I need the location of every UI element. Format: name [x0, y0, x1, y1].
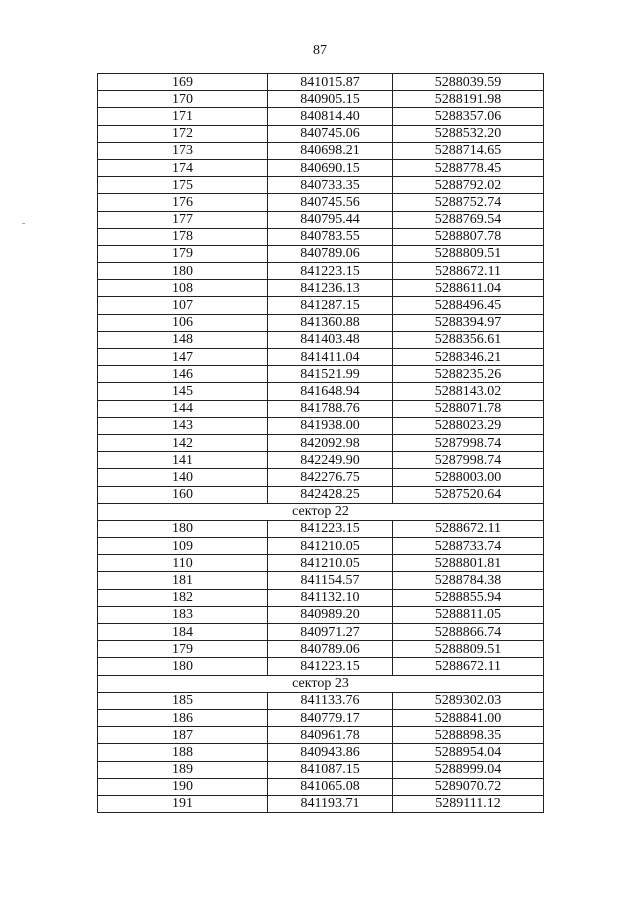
coordinates-table-body — [98, 74, 544, 813]
y-coordinate-cell: 5288611.04 — [393, 280, 544, 297]
table-row — [98, 142, 544, 159]
table-row — [98, 452, 544, 469]
y-coordinate-cell: 5288714.65 — [393, 142, 544, 159]
point-number-cell: 180 — [98, 263, 268, 280]
point-number-cell: 106 — [98, 314, 268, 331]
y-coordinate-cell: 5288023.29 — [393, 417, 544, 434]
x-coordinate-cell: 840690.15 — [268, 159, 393, 176]
table-row — [98, 108, 544, 125]
section-label: сектор 22 — [98, 503, 544, 520]
x-coordinate-cell: 840943.86 — [268, 744, 393, 761]
y-coordinate-cell: 5288792.02 — [393, 177, 544, 194]
point-number-cell: 143 — [98, 417, 268, 434]
x-coordinate-cell: 840789.06 — [268, 245, 393, 262]
table-row — [98, 555, 544, 572]
point-number-cell: 184 — [98, 624, 268, 641]
x-coordinate-cell: 841193.71 — [268, 795, 393, 812]
x-coordinate-cell: 841210.05 — [268, 538, 393, 555]
x-coordinate-cell: 840814.40 — [268, 108, 393, 125]
y-coordinate-cell: 5289302.03 — [393, 692, 544, 709]
x-coordinate-cell: 840745.06 — [268, 125, 393, 142]
table-row — [98, 228, 544, 245]
y-coordinate-cell: 5288733.74 — [393, 538, 544, 555]
point-number-cell: 185 — [98, 692, 268, 709]
point-number-cell: 176 — [98, 194, 268, 211]
table-row — [98, 761, 544, 778]
y-coordinate-cell: 5288841.00 — [393, 709, 544, 726]
y-coordinate-cell: 5288672.11 — [393, 658, 544, 675]
y-coordinate-cell: 5288809.51 — [393, 641, 544, 658]
y-coordinate-cell: 5288811.05 — [393, 606, 544, 623]
table-row — [98, 727, 544, 744]
x-coordinate-cell: 840733.35 — [268, 177, 393, 194]
table-row — [98, 331, 544, 348]
y-coordinate-cell: 5288801.81 — [393, 555, 544, 572]
point-number-cell: 187 — [98, 727, 268, 744]
section-label: сектор 23 — [98, 675, 544, 692]
section-header-row — [98, 675, 544, 692]
x-coordinate-cell: 842428.25 — [268, 486, 393, 503]
table-row — [98, 606, 544, 623]
point-number-cell: 189 — [98, 761, 268, 778]
table-row — [98, 194, 544, 211]
section-header-row — [98, 503, 544, 520]
point-number-cell: 181 — [98, 572, 268, 589]
point-number-cell: 140 — [98, 469, 268, 486]
table-row — [98, 211, 544, 228]
table-row — [98, 125, 544, 142]
y-coordinate-cell: 5288809.51 — [393, 245, 544, 262]
table-row — [98, 383, 544, 400]
point-number-cell: 183 — [98, 606, 268, 623]
table-row — [98, 709, 544, 726]
table-row — [98, 572, 544, 589]
y-coordinate-cell: 5287998.74 — [393, 434, 544, 451]
y-coordinate-cell: 5288672.11 — [393, 520, 544, 537]
table-row — [98, 263, 544, 280]
y-coordinate-cell: 5288866.74 — [393, 624, 544, 641]
x-coordinate-cell: 841223.15 — [268, 520, 393, 537]
x-coordinate-cell: 841132.10 — [268, 589, 393, 606]
point-number-cell: 175 — [98, 177, 268, 194]
point-number-cell: 182 — [98, 589, 268, 606]
x-coordinate-cell: 841403.48 — [268, 331, 393, 348]
table-row — [98, 400, 544, 417]
point-number-cell: 179 — [98, 641, 268, 658]
x-coordinate-cell: 840783.55 — [268, 228, 393, 245]
point-number-cell: 190 — [98, 778, 268, 795]
x-coordinate-cell: 841133.76 — [268, 692, 393, 709]
point-number-cell: 188 — [98, 744, 268, 761]
y-coordinate-cell: 5288191.98 — [393, 91, 544, 108]
y-coordinate-cell: 5288356.61 — [393, 331, 544, 348]
point-number-cell: 144 — [98, 400, 268, 417]
x-coordinate-cell: 841015.87 — [268, 74, 393, 91]
point-number-cell: 109 — [98, 538, 268, 555]
point-number-cell: 171 — [98, 108, 268, 125]
table-row — [98, 469, 544, 486]
table-row — [98, 692, 544, 709]
point-number-cell: 170 — [98, 91, 268, 108]
point-number-cell: 107 — [98, 297, 268, 314]
y-coordinate-cell: 5288954.04 — [393, 744, 544, 761]
point-number-cell: 110 — [98, 555, 268, 572]
x-coordinate-cell: 840971.27 — [268, 624, 393, 641]
y-coordinate-cell: 5288898.35 — [393, 727, 544, 744]
point-number-cell: 180 — [98, 520, 268, 537]
point-number-cell: 186 — [98, 709, 268, 726]
table-row — [98, 795, 544, 812]
point-number-cell: 173 — [98, 142, 268, 159]
point-number-cell: 180 — [98, 658, 268, 675]
y-coordinate-cell: 5287998.74 — [393, 452, 544, 469]
x-coordinate-cell: 840779.17 — [268, 709, 393, 726]
point-number-cell: 172 — [98, 125, 268, 142]
x-coordinate-cell: 840795.44 — [268, 211, 393, 228]
x-coordinate-cell: 841154.57 — [268, 572, 393, 589]
x-coordinate-cell: 841360.88 — [268, 314, 393, 331]
table-row — [98, 280, 544, 297]
y-coordinate-cell: 5288999.04 — [393, 761, 544, 778]
table-row — [98, 417, 544, 434]
point-number-cell: 179 — [98, 245, 268, 262]
x-coordinate-cell: 842276.75 — [268, 469, 393, 486]
point-number-cell: 146 — [98, 366, 268, 383]
table-row — [98, 744, 544, 761]
table-row — [98, 520, 544, 537]
point-number-cell: 108 — [98, 280, 268, 297]
page-number: 87 — [313, 43, 327, 58]
y-coordinate-cell: 5288143.02 — [393, 383, 544, 400]
y-coordinate-cell: 5289070.72 — [393, 778, 544, 795]
x-coordinate-cell: 842249.90 — [268, 452, 393, 469]
x-coordinate-cell: 841287.15 — [268, 297, 393, 314]
table-row — [98, 658, 544, 675]
x-coordinate-cell: 841521.99 — [268, 366, 393, 383]
y-coordinate-cell: 5288672.11 — [393, 263, 544, 280]
y-coordinate-cell: 5288532.20 — [393, 125, 544, 142]
x-coordinate-cell: 841065.08 — [268, 778, 393, 795]
point-number-cell: 169 — [98, 74, 268, 91]
point-number-cell: 142 — [98, 434, 268, 451]
x-coordinate-cell: 840698.21 — [268, 142, 393, 159]
x-coordinate-cell: 841411.04 — [268, 349, 393, 366]
x-coordinate-cell: 841648.94 — [268, 383, 393, 400]
table-row — [98, 245, 544, 262]
y-coordinate-cell: 5288235.26 — [393, 366, 544, 383]
x-coordinate-cell: 841236.13 — [268, 280, 393, 297]
table-row — [98, 159, 544, 176]
table-row — [98, 538, 544, 555]
x-coordinate-cell: 840789.06 — [268, 641, 393, 658]
table-row — [98, 349, 544, 366]
x-coordinate-cell: 841938.00 — [268, 417, 393, 434]
table-row — [98, 641, 544, 658]
x-coordinate-cell: 840989.20 — [268, 606, 393, 623]
table-row — [98, 486, 544, 503]
table-row — [98, 434, 544, 451]
y-coordinate-cell: 5288003.00 — [393, 469, 544, 486]
table-row — [98, 778, 544, 795]
y-coordinate-cell: 5288778.45 — [393, 159, 544, 176]
table-row — [98, 624, 544, 641]
y-coordinate-cell: 5288357.06 — [393, 108, 544, 125]
point-number-cell: 178 — [98, 228, 268, 245]
table-row — [98, 91, 544, 108]
table-row — [98, 74, 544, 91]
x-coordinate-cell: 841210.05 — [268, 555, 393, 572]
y-coordinate-cell: 5288807.78 — [393, 228, 544, 245]
x-coordinate-cell: 842092.98 — [268, 434, 393, 451]
y-coordinate-cell: 5288769.54 — [393, 211, 544, 228]
x-coordinate-cell: 841788.76 — [268, 400, 393, 417]
table-row — [98, 297, 544, 314]
point-number-cell: 160 — [98, 486, 268, 503]
y-coordinate-cell: 5289111.12 — [393, 795, 544, 812]
table-row — [98, 589, 544, 606]
y-coordinate-cell: 5288039.59 — [393, 74, 544, 91]
point-number-cell: 148 — [98, 331, 268, 348]
table-row — [98, 366, 544, 383]
y-coordinate-cell: 5288496.45 — [393, 297, 544, 314]
y-coordinate-cell: 5288394.97 — [393, 314, 544, 331]
y-coordinate-cell: 5288855.94 — [393, 589, 544, 606]
point-number-cell: 147 — [98, 349, 268, 366]
x-coordinate-cell: 840905.15 — [268, 91, 393, 108]
point-number-cell: 177 — [98, 211, 268, 228]
table-row — [98, 314, 544, 331]
coordinates-table — [97, 73, 544, 813]
y-coordinate-cell: 5288752.74 — [393, 194, 544, 211]
x-coordinate-cell: 841223.15 — [268, 658, 393, 675]
point-number-cell: 141 — [98, 452, 268, 469]
table-row — [98, 177, 544, 194]
x-coordinate-cell: 840961.78 — [268, 727, 393, 744]
point-number-cell: 191 — [98, 795, 268, 812]
y-coordinate-cell: 5288784.38 — [393, 572, 544, 589]
x-coordinate-cell: 841223.15 — [268, 263, 393, 280]
y-coordinate-cell: 5288346.21 — [393, 349, 544, 366]
y-coordinate-cell: 5288071.78 — [393, 400, 544, 417]
x-coordinate-cell: 840745.56 — [268, 194, 393, 211]
x-coordinate-cell: 841087.15 — [268, 761, 393, 778]
margin-mark: - — [22, 218, 26, 229]
y-coordinate-cell: 5287520.64 — [393, 486, 544, 503]
point-number-cell: 174 — [98, 159, 268, 176]
point-number-cell: 145 — [98, 383, 268, 400]
